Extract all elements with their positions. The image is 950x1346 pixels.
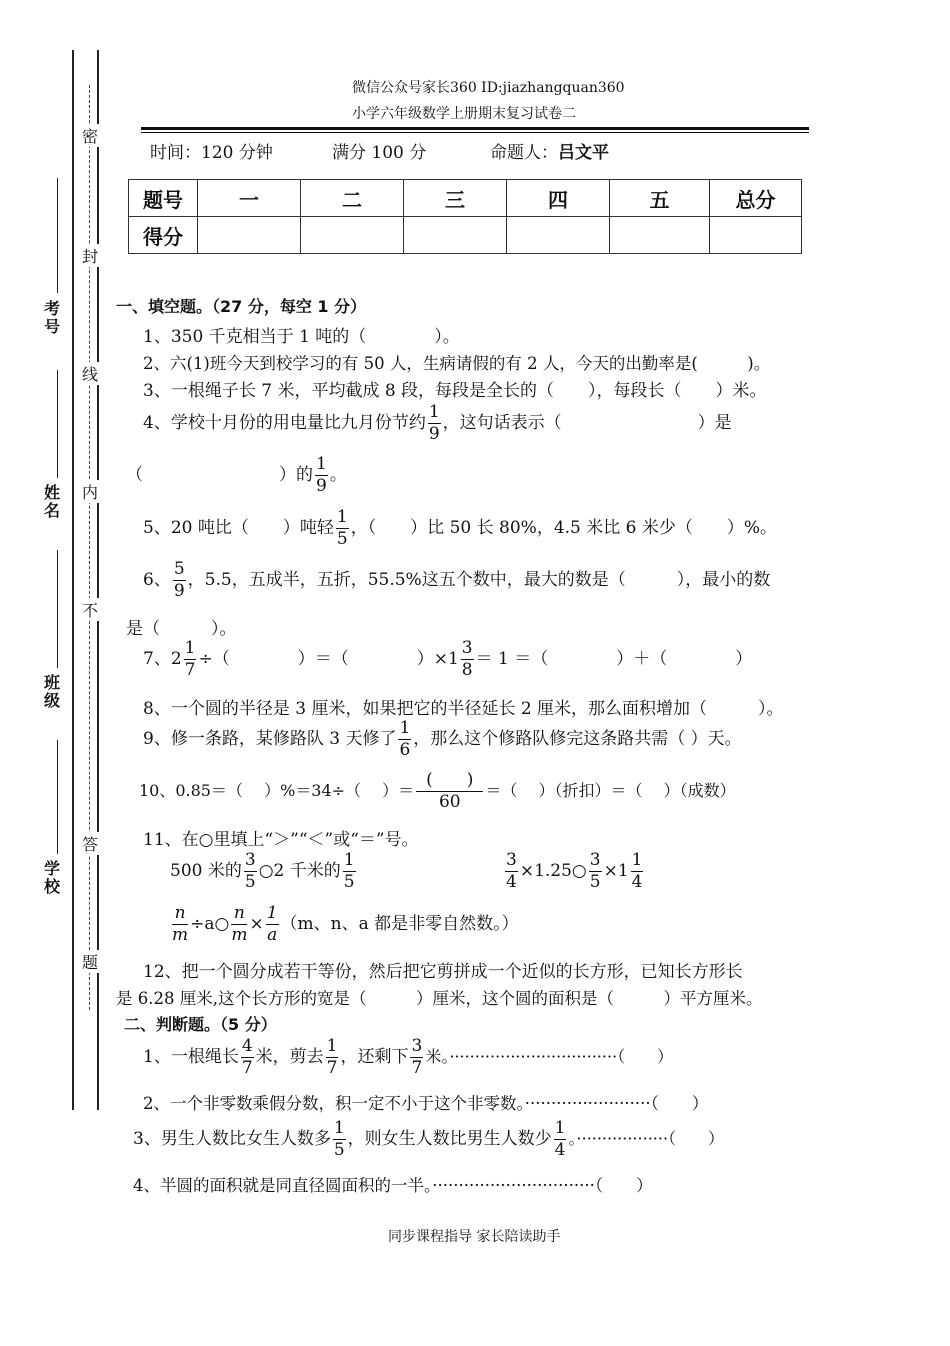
score-header-cell: 题号 — [129, 180, 198, 217]
q9-text-a: 9、修一条路，某修路队 3 天修了 — [143, 729, 397, 749]
judge-3 — [133, 1120, 724, 1159]
q11b-text-2: ×1 — [603, 861, 629, 881]
field-class-blank[interactable] — [57, 550, 58, 668]
fraction-1-7: $\frac{1}{7}$ — [326, 1036, 338, 1078]
j3-text-c: 。··················（ ） — [568, 1129, 725, 1148]
title-rule-thick — [141, 127, 809, 130]
score-cell[interactable] — [610, 217, 710, 254]
fraction-n-m: $\frac{n}{m}$ — [231, 903, 248, 945]
section1-heading: 一、填空题。（27 分，每空 1 分） — [116, 297, 367, 316]
score-table — [128, 179, 802, 254]
question-11: 11、在○里填上“＞”“＜”或“＝”号。 — [143, 830, 419, 850]
q6-text-a: 6、 — [143, 570, 171, 590]
score-cell[interactable] — [404, 217, 507, 254]
fraction-n-m: $\frac{n}{m}$ — [172, 903, 189, 945]
q9-text-b: ，那么这个修路队修完这条路共需（ ）天。 — [413, 729, 742, 749]
fraction-1-5: $\frac{1}{5}$ — [333, 1118, 345, 1160]
score-cell[interactable] — [198, 217, 301, 254]
seal-char-4: 内 — [80, 480, 100, 503]
q11c-text-1: ÷a○ — [190, 914, 230, 934]
seal-dashed-line — [89, 85, 90, 1010]
question-11-c — [170, 905, 519, 944]
seal-char-1: 密 — [80, 124, 100, 147]
j1-text-b: 米，剪去 — [255, 1047, 324, 1067]
question-4-line1 — [143, 404, 732, 443]
field-class: 班级 — [43, 673, 60, 710]
q7-text-b: ÷（ ）＝（ ）×1 — [198, 649, 459, 669]
fraction-1-5: $\frac{1}{5}$ — [343, 850, 355, 892]
q5-text-a: 5、20 吨比（ ）吨轻 — [143, 518, 334, 538]
score-table-header-row — [129, 180, 802, 217]
q11c-text-2: × — [249, 914, 264, 934]
fraction-blank-60[interactable] — [416, 772, 483, 811]
score-header-cell: 总分 — [710, 180, 802, 217]
field-name-blank[interactable] — [57, 370, 58, 478]
fraction-1-4: $\frac{1}{4}$ — [631, 850, 643, 892]
question-10 — [139, 772, 736, 811]
seal-char-3: 线 — [80, 362, 100, 385]
score-header-cell: 三 — [404, 180, 507, 217]
question-1: 1、350 千克相当于 1 吨的（ ）。 — [143, 327, 460, 347]
seal-char-2: 封 — [80, 244, 100, 267]
q4-text-d: 。 — [329, 465, 347, 485]
score-cell[interactable] — [507, 217, 610, 254]
seal-char-5: 不 — [80, 598, 100, 621]
judge-4: 4、半圆的面积就是同直径圆面积的一半。·······························（ ） — [133, 1176, 653, 1195]
fraction-4-7: $\frac{4}{7}$ — [241, 1036, 253, 1078]
q4-text-c: （ ）的 — [126, 465, 313, 485]
question-11-a — [170, 852, 358, 891]
fraction-5-9: $\frac{5}{9}$ — [173, 559, 185, 601]
j3-text-b: ，则女生人数比男生人数少 — [347, 1129, 552, 1149]
watermark-text: 微信公众号家长360 ID:jiazhangquan360 — [352, 80, 625, 96]
fraction-1-6: $\frac{1}{6}$ — [399, 718, 411, 760]
field-school-blank[interactable] — [57, 740, 58, 854]
fraction-3-5: $\frac{3}{5}$ — [244, 850, 256, 892]
j1-text-a: 1、一根绳长 — [143, 1047, 239, 1067]
fraction-3-8: $\frac{3}{8}$ — [461, 638, 473, 680]
score-header-cell: 二 — [301, 180, 404, 217]
fraction-3-7: $\frac{3}{7}$ — [411, 1036, 423, 1078]
binding-line-left — [72, 50, 74, 1110]
score-cell[interactable] — [301, 217, 404, 254]
q7-text-c: ＝ 1 ＝（ ）＋（ ） — [475, 649, 753, 669]
question-12-line1: 12、把一个圆分成若干等份，然后把它剪拼成一个近似的长方形，已知长方形长 — [143, 962, 743, 982]
author-label: 命题人： — [490, 143, 558, 163]
question-12-line2: 是 6.28 厘米,这个长方形的宽是（ ）厘米，这个圆的面积是（ ）平方厘米。 — [116, 989, 763, 1008]
j1-text-c: ，还剩下 — [340, 1047, 409, 1067]
q6-text-b: ，5.5，五成半，五折，55.5%这五个数中，最大的数是（ ），最小的数 — [187, 570, 771, 590]
score-cell[interactable] — [710, 217, 802, 254]
q11a-text-1: 500 米的 — [170, 861, 242, 881]
score-table-score-row — [129, 217, 802, 254]
question-6-line2: 是（ ）。 — [126, 619, 237, 639]
q11b-text-1: ×1.25○ — [519, 861, 587, 881]
score-header-cell: 五 — [610, 180, 710, 217]
score-header-cell: 四 — [507, 180, 610, 217]
seal-char-6: 答 — [80, 832, 100, 855]
exam-title: 小学六年级数学上册期末复习试卷二 — [352, 106, 576, 122]
fraction-1-9: $\frac{1}{9}$ — [428, 402, 440, 444]
q7-text-a: 7、2 — [143, 649, 182, 669]
q10-text-a: 10、0.85＝（ ）%＝34÷（ ）＝ — [139, 781, 415, 800]
q4-text-b: ，这句话表示（ ）是 — [442, 413, 732, 433]
question-7 — [143, 640, 752, 679]
q5-text-b: ，（ ）比 50 长 80%，4.5 米比 6 米少（ ）%。 — [350, 518, 778, 538]
full-score: 满分 100 分 — [332, 143, 427, 163]
j3-text-a: 3、男生人数比女生人数多 — [133, 1129, 331, 1149]
q11c-text-3: （m、n、a 都是非零自然数。） — [280, 914, 519, 934]
q10-denominator: 60 — [438, 792, 461, 812]
footer-text: 同步课程指导 家长陪读助手 — [388, 1229, 561, 1245]
q10-text-b: ＝（ ）（折扣）＝（ ）（成数） — [485, 781, 736, 800]
author-name: 吕文平 — [558, 143, 609, 163]
seal-char-7: 题 — [80, 950, 100, 973]
judge-1 — [143, 1038, 673, 1077]
field-exam-number-blank[interactable] — [57, 178, 58, 293]
score-row-label: 得分 — [129, 217, 198, 254]
fraction-1-5: $\frac{1}{5}$ — [336, 507, 348, 549]
fraction-3-4: $\frac{3}{4}$ — [506, 850, 517, 892]
fraction-1-a: $\frac{1}{a}$ — [266, 903, 278, 945]
j1-text-d: 米。·································（ ） — [425, 1047, 674, 1066]
question-4-line2 — [126, 456, 347, 495]
field-exam-number: 考号 — [43, 299, 60, 336]
title-rule-thin — [141, 132, 809, 133]
field-name: 姓名 — [43, 483, 60, 520]
field-school: 学校 — [43, 859, 60, 896]
fraction-1-7: $\frac{1}{7}$ — [184, 638, 196, 680]
question-5 — [143, 509, 777, 548]
question-3: 3、一根绳子长 7 米，平均截成 8 段，每段是全长的（ ），每段长（ ）米。 — [143, 381, 767, 401]
fraction-1-4: $\frac{1}{4}$ — [554, 1118, 566, 1160]
question-9 — [143, 720, 742, 759]
judge-2: 2、一个非零数乘假分数，积一定不小于这个非零数。························（ ） — [143, 1094, 709, 1113]
section2-heading: 二、判断题。（5 分） — [124, 1015, 277, 1034]
q11a-text-2: ○2 千米的 — [258, 861, 341, 881]
q4-text-a: 4、学校十月份的用电量比九月份节约 — [143, 413, 426, 433]
fraction-3-5: $\frac{3}{5}$ — [589, 850, 601, 892]
fraction-1-9: $\frac{1}{9}$ — [316, 454, 327, 496]
author-line — [490, 138, 609, 163]
question-2: 2、六(1)班今天到校学习的有 50 人，生病请假的有 2 人，今天的出勤率是( )。 — [143, 354, 771, 373]
q10-numerator: ( ) — [416, 772, 483, 792]
question-11-b — [503, 852, 645, 891]
question-8: 8、一个圆的半径是 3 厘米，如果把它的半径延长 2 厘米，那么面积增加（ ）。 — [143, 699, 784, 719]
score-header-cell: 一 — [198, 180, 301, 217]
exam-time: 时间：120 分钟 — [150, 143, 273, 163]
question-6-line1 — [143, 561, 770, 600]
